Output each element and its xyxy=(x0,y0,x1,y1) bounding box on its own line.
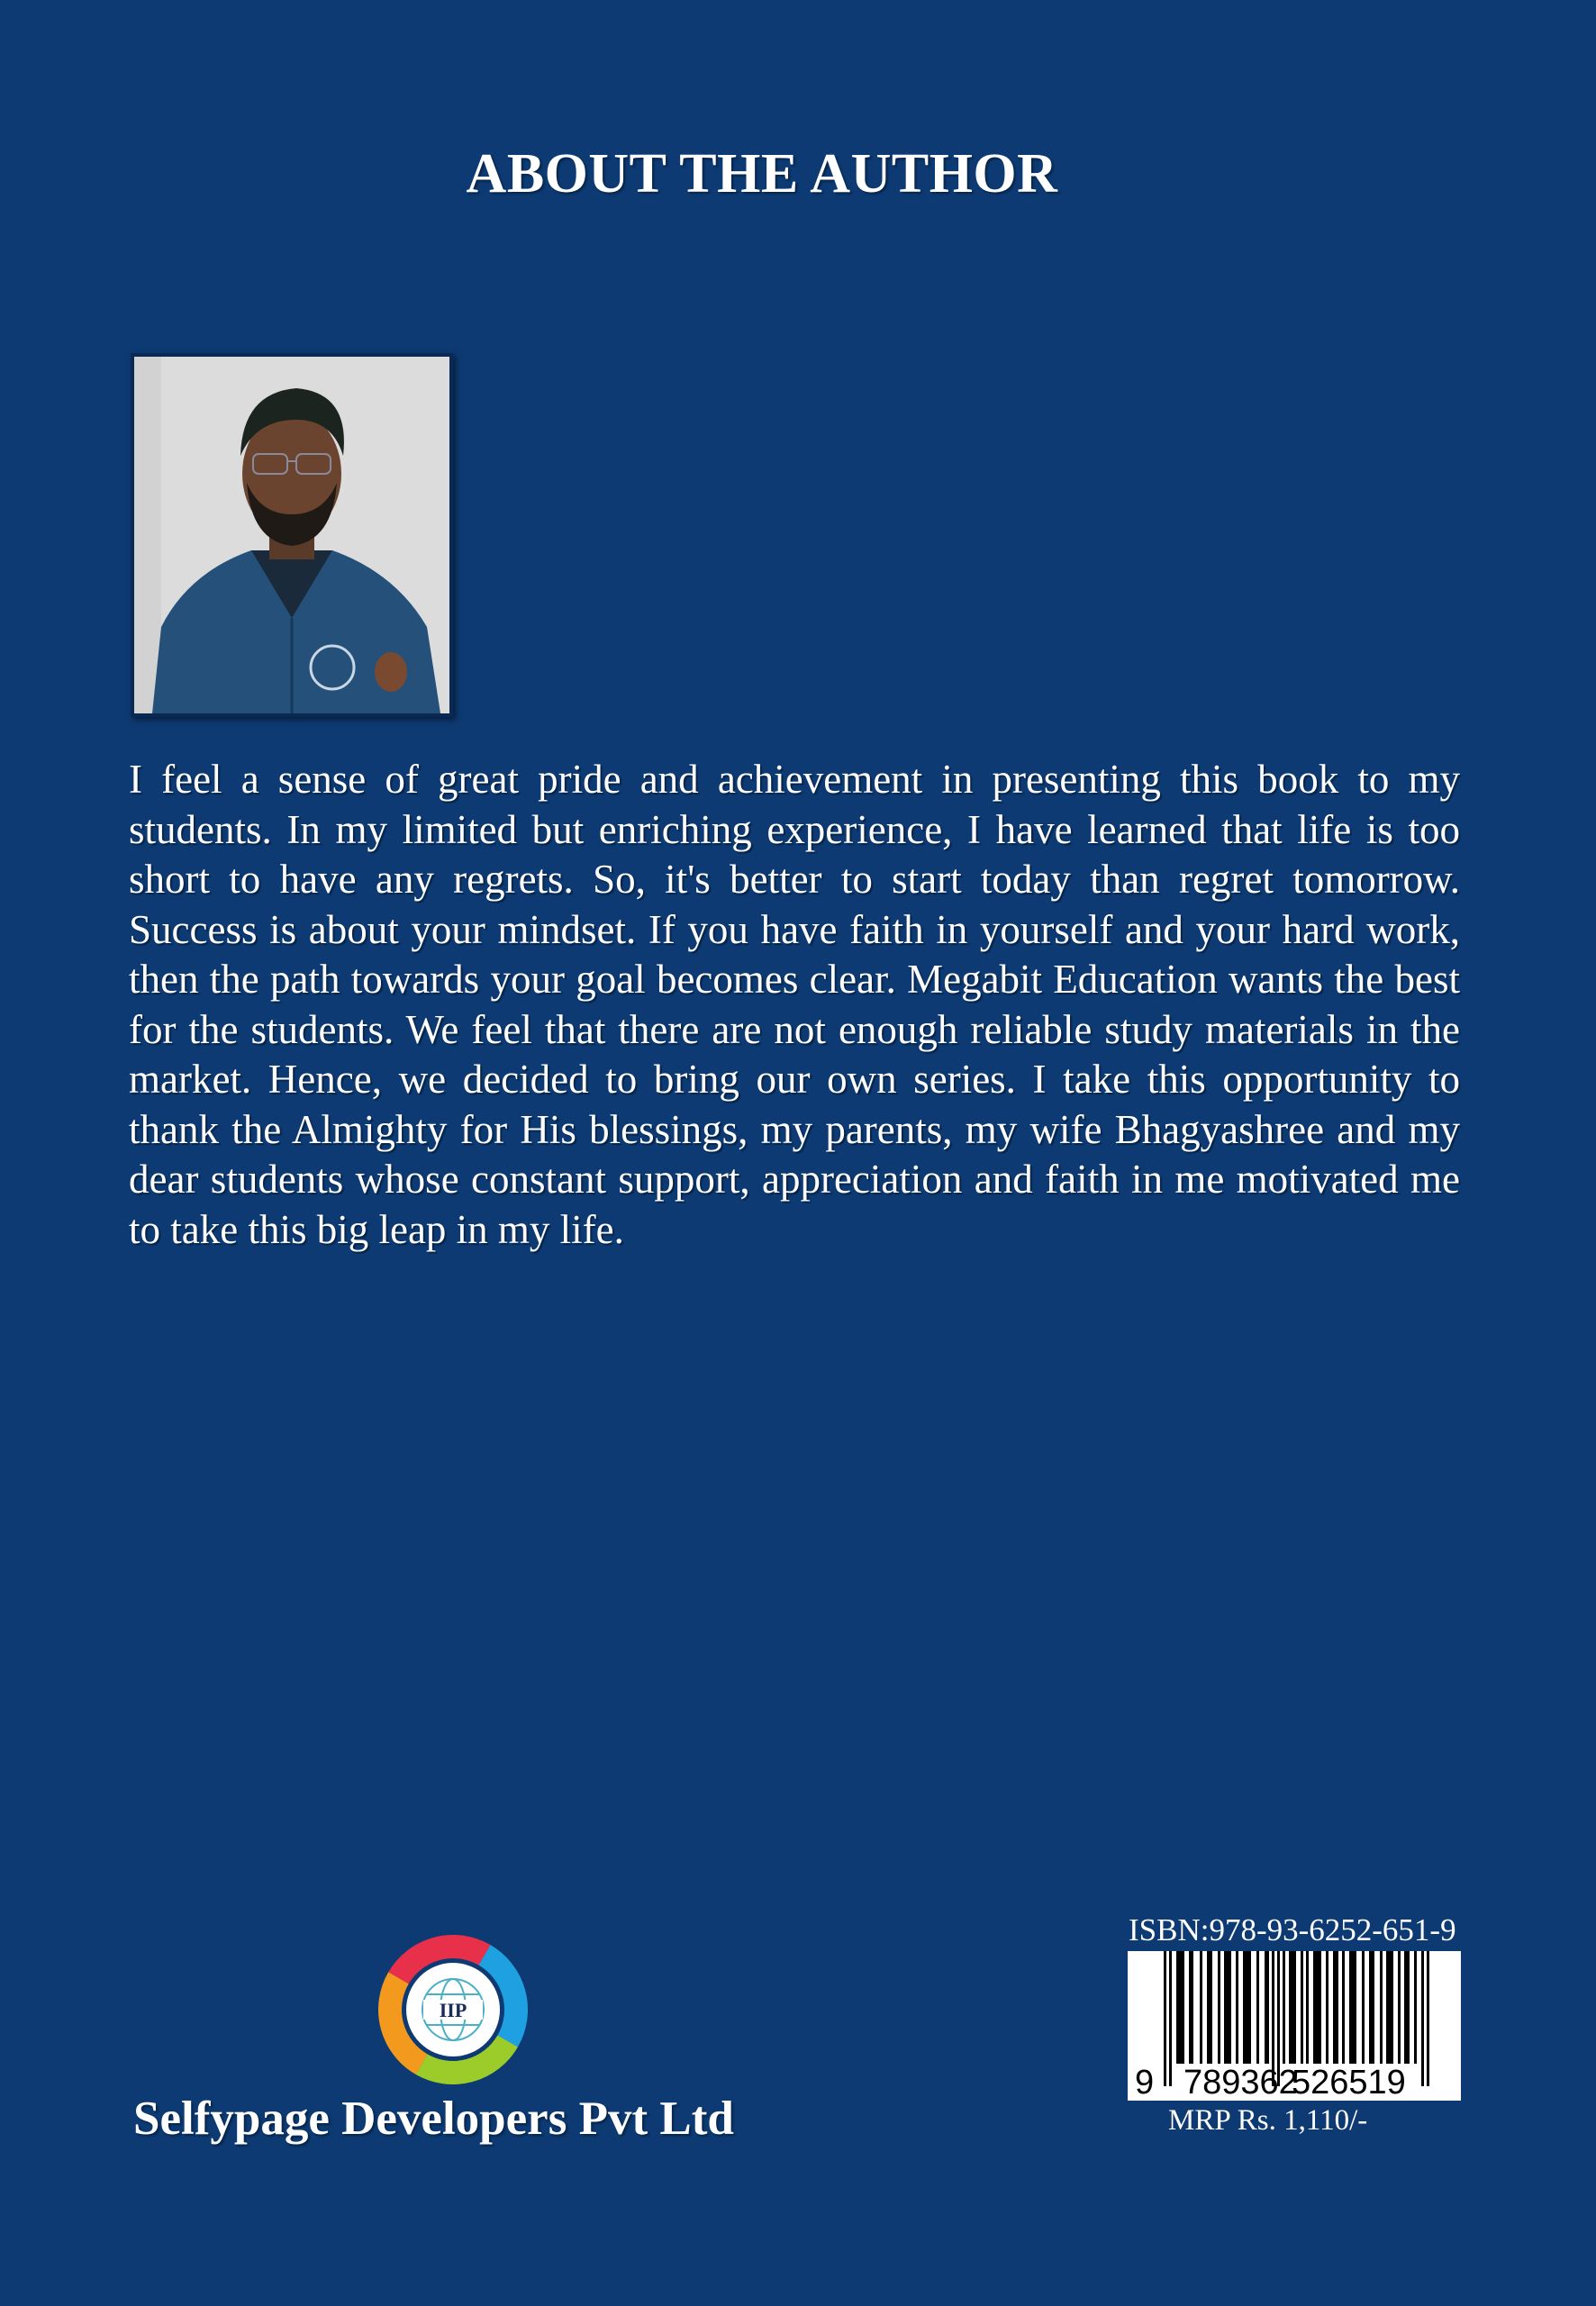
iip-logo-icon xyxy=(378,1935,528,2084)
publisher-name: Selfypage Developers Pvt Ltd xyxy=(133,2093,734,2145)
publisher-logo xyxy=(378,1935,528,2084)
author-photo xyxy=(134,357,449,713)
price-label: MRP Rs. 1,110/- xyxy=(1168,2104,1368,2137)
isbn-barcode xyxy=(1128,1951,1461,2101)
isbn-label: ISBN:978-93-6252-651-9 xyxy=(1129,1912,1456,1947)
svg-text:IIP: IIP xyxy=(439,1999,467,2021)
barcode-icon xyxy=(1128,1951,1461,2101)
page-title: ABOUT THE AUTHOR xyxy=(466,143,1058,204)
author-portrait-icon xyxy=(134,357,449,713)
svg-text:789362: 789362 xyxy=(1183,2064,1298,2101)
author-bio: I feel a sense of great pride and achievement in presenting this book to my students. In my limited but enriching experience, I have learned that life is too short to have any regrets. So, it's better to start today than regret tomorrow. Success is about your mindset. If you have faith in yourself and your hard work, then the path towards your goal becomes clear. Megabit Education wants the best for the students. We feel that there are not enough reliable study materials in the market. Hence, we decided to bring our own series. I take this opportunity to thank the Almighty for His blessings, my parents, my wife Bhagyashree and my dear students whose constant support, appreciation and faith in me motivated me to take this big leap in my life. xyxy=(129,757,1460,1252)
svg-text:9: 9 xyxy=(1135,2064,1155,2101)
author-photo-frame xyxy=(131,353,453,717)
svg-text:526519: 526519 xyxy=(1292,2064,1406,2101)
